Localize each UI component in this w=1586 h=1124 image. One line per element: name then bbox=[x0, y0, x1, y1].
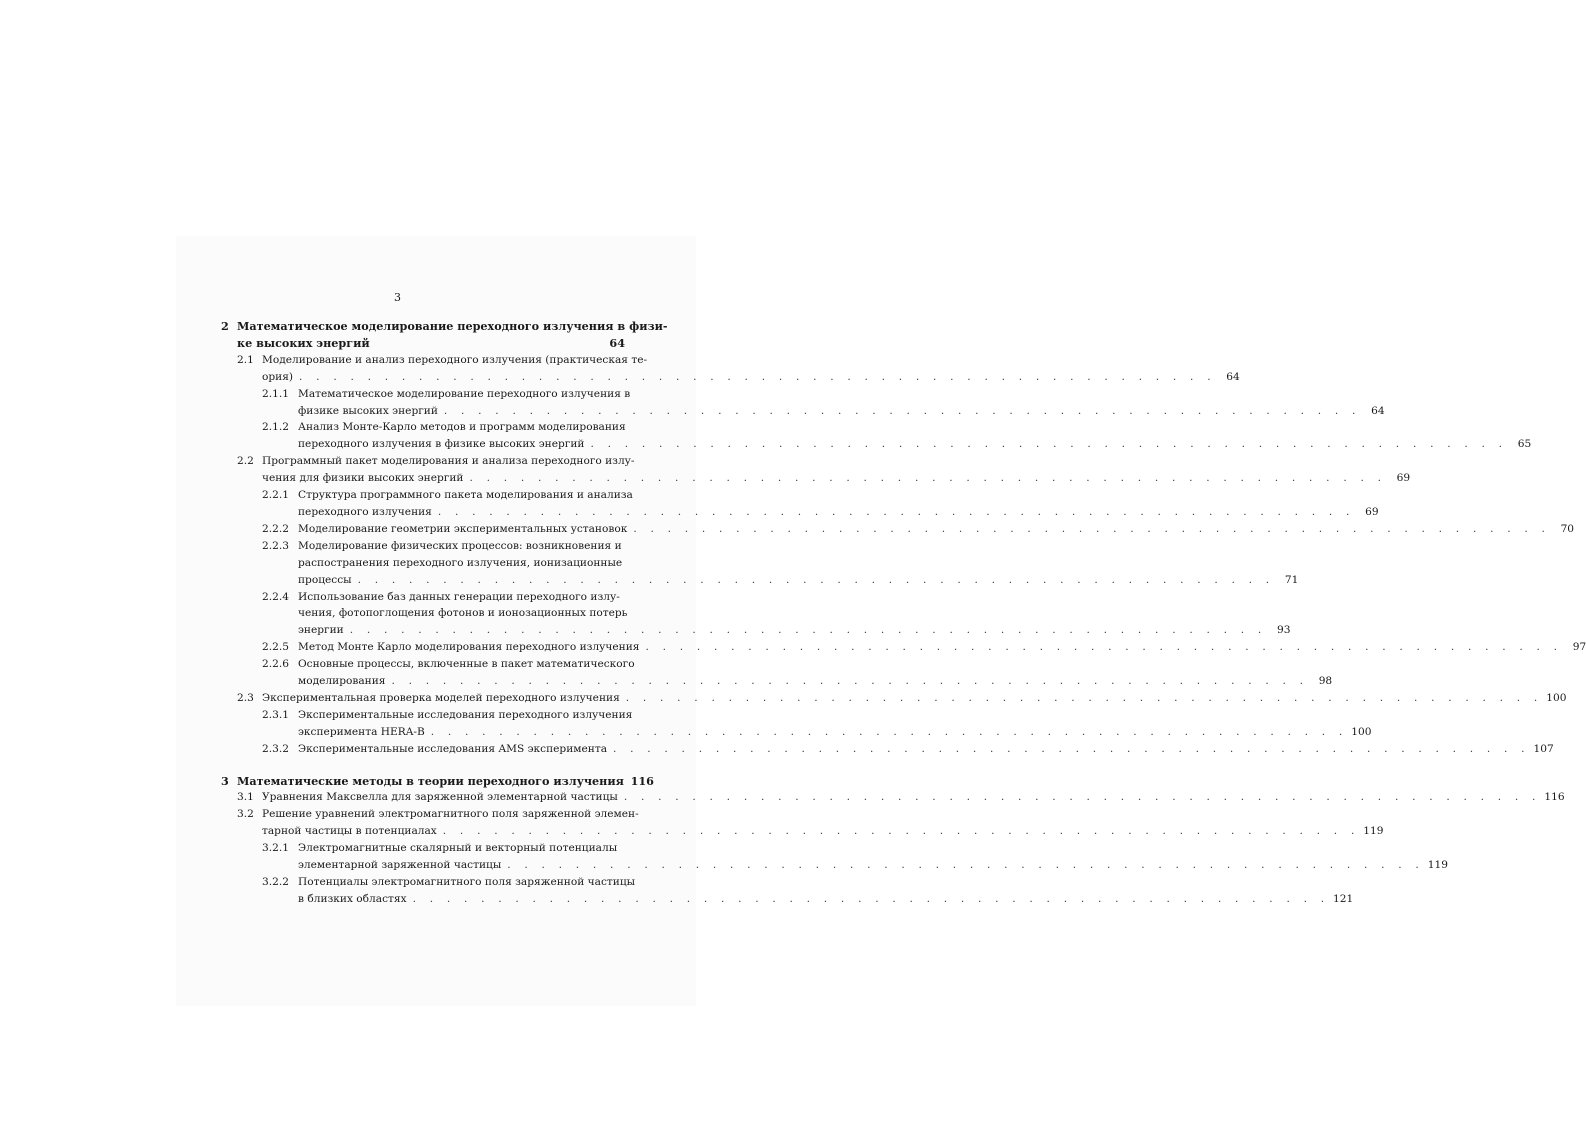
toc-entry-line bbox=[221, 453, 635, 470]
toc-leader-dots bbox=[607, 741, 1530, 758]
toc-entry-line bbox=[221, 369, 1240, 386]
toc-entry-title: Моделирование геометрии экспериментальных установок bbox=[298, 522, 628, 535]
toc-entry-line bbox=[221, 352, 648, 369]
toc-subsection-entry[interactable] bbox=[221, 656, 1333, 690]
toc-entry-title: переходного излучения в физике высоких энергий bbox=[298, 438, 585, 451]
toc-entry-title: переходного излучения bbox=[298, 505, 432, 518]
toc-entry-line bbox=[221, 823, 1384, 840]
toc-leader-dots bbox=[385, 673, 1308, 690]
toc-entry-page: 64 bbox=[1371, 404, 1385, 417]
toc-leader-dots bbox=[344, 622, 1267, 639]
toc-entry-page: 100 bbox=[1351, 725, 1372, 738]
toc-entry-line bbox=[221, 741, 1554, 758]
toc-entry-line bbox=[221, 487, 633, 504]
toc-entry-page: 93 bbox=[1276, 624, 1291, 637]
toc-entry-number: 3.2.2 bbox=[262, 876, 289, 888]
toc-entry-title: Использование баз данных генерации переходного излу- bbox=[298, 590, 620, 603]
toc-entry-line bbox=[221, 605, 628, 622]
toc-entry-number: 2.2 bbox=[237, 455, 254, 468]
toc-entry-title: Моделирование и анализ переходного излучения (практическая те- bbox=[262, 353, 648, 366]
toc-leader-dots bbox=[620, 690, 1543, 707]
toc-entry-line bbox=[221, 773, 654, 790]
toc-leader-dots bbox=[425, 724, 1348, 741]
toc-entry-line bbox=[221, 436, 1532, 453]
toc-chapter-entry[interactable] bbox=[221, 773, 654, 790]
toc-entry-number: 2.3.2 bbox=[262, 742, 289, 755]
toc-entry-page: 121 bbox=[1333, 892, 1354, 905]
toc-leader-dots bbox=[627, 521, 1550, 538]
toc-entry-title: чения для физики высоких энергий bbox=[262, 472, 464, 485]
toc-leader-dots bbox=[437, 823, 1360, 840]
toc-entry-line bbox=[221, 521, 1575, 538]
toc-subsection-entry[interactable] bbox=[221, 639, 1586, 656]
toc-entry-page: 116 bbox=[1544, 791, 1565, 804]
toc-entry-line bbox=[221, 470, 1411, 487]
toc-entry-page: 65 bbox=[1517, 438, 1532, 451]
toc-subsection-entry[interactable] bbox=[221, 589, 1291, 640]
toc-entry-page: 64 bbox=[1226, 370, 1240, 383]
toc-entry-line bbox=[221, 555, 625, 572]
toc-entry-title: Экспериментальная проверка моделей переходного излучения bbox=[262, 691, 620, 704]
toc-entry-page: 69 bbox=[1365, 505, 1379, 518]
toc-entry-title: ке высоких энергий bbox=[237, 335, 370, 350]
toc-entry-title: чения, фотопоглощения фотонов и ионозационных потерь bbox=[298, 607, 628, 620]
toc-entry-line bbox=[221, 538, 625, 555]
toc-subsection-entry[interactable] bbox=[221, 874, 1354, 908]
toc-entry-title: Программный пакет моделирования и анализа переходного излу- bbox=[262, 455, 635, 468]
toc-leader-dots bbox=[639, 639, 1562, 656]
toc-leader-dots bbox=[618, 789, 1541, 806]
toc-entry-line bbox=[221, 840, 625, 857]
toc-entry-page: 119 bbox=[1363, 825, 1384, 838]
toc-entry-number: 2.2.6 bbox=[262, 658, 289, 671]
toc-entry-line bbox=[221, 386, 631, 403]
toc-entry-line bbox=[221, 789, 1565, 806]
toc-leader-dots bbox=[432, 504, 1355, 521]
toc-entry-number: 2.1.2 bbox=[262, 421, 289, 434]
toc-entry-title: Основные процессы, включенные в пакет математического bbox=[298, 658, 635, 671]
toc-entry-line bbox=[221, 403, 1385, 420]
toc-entry-page: 69 bbox=[1396, 472, 1411, 485]
toc-entry-line bbox=[221, 504, 1379, 521]
toc-entry-page: 71 bbox=[1284, 573, 1299, 586]
toc-entry-line bbox=[221, 707, 633, 724]
toc-entry-title: Электромагнитные скалярный и векторный потенциалы bbox=[298, 842, 618, 855]
toc-entry-page: 100 bbox=[1546, 691, 1567, 704]
toc-section-entry[interactable] bbox=[221, 806, 1384, 840]
toc-leader-dots bbox=[407, 891, 1330, 908]
toc-entry-title: Экспериментальные исследования AMS эксперимента bbox=[298, 742, 608, 755]
toc-entry-line bbox=[221, 690, 1567, 707]
toc-entry-line bbox=[221, 874, 636, 891]
toc-entry-line bbox=[221, 589, 625, 606]
table-of-contents bbox=[221, 318, 1586, 908]
toc-entry-number: 3 bbox=[221, 773, 229, 788]
toc-entry-page: 98 bbox=[1318, 675, 1333, 688]
toc-section-entry[interactable] bbox=[221, 352, 1240, 386]
toc-entry-number: 2.2.1 bbox=[262, 489, 289, 502]
toc-entry-title: Моделирование физических процессов: возникновения и bbox=[298, 539, 622, 552]
toc-entry-line bbox=[221, 656, 635, 673]
toc-entry-title: Математическое моделирование переходного излучения в bbox=[298, 387, 631, 400]
toc-entry-number: 2.1 bbox=[237, 353, 254, 366]
page-number: 3 bbox=[394, 291, 401, 304]
toc-entry-title: Структура программного пакета моделирования и анализа bbox=[298, 489, 633, 502]
toc-entry-line bbox=[221, 673, 1333, 690]
toc-entry-page: 119 bbox=[1427, 859, 1448, 872]
toc-section-entry[interactable] bbox=[221, 453, 1411, 487]
toc-entry-title: Метод Монте Карло моделирования переходного излучения bbox=[298, 641, 640, 654]
toc-entry-title: распостранения переходного излучения, ионизационные bbox=[298, 556, 623, 569]
toc-subsection-entry[interactable] bbox=[221, 538, 1299, 589]
toc-entry-title: Математическое моделирование переходного излучения в физи- bbox=[237, 319, 668, 333]
toc-entry-line bbox=[221, 318, 668, 335]
toc-chapter-entry[interactable] bbox=[221, 318, 668, 352]
toc-entry-title: Экспериментальные исследования переходного излучения bbox=[298, 708, 633, 721]
toc-entry-title: моделирования bbox=[298, 675, 386, 688]
toc-entry-page: 97 bbox=[1572, 641, 1586, 654]
toc-entry-number: 3.1 bbox=[237, 791, 254, 804]
toc-entry-page: 116 bbox=[630, 773, 654, 788]
toc-entry-number: 2.3.1 bbox=[262, 708, 289, 721]
toc-leader-dots bbox=[352, 572, 1275, 589]
toc-entry-title: Потенциалы электромагнитного поля заряженной частицы bbox=[298, 876, 636, 888]
toc-entry-page: 107 bbox=[1533, 742, 1554, 755]
toc-entry-number: 2.2.4 bbox=[262, 590, 289, 603]
toc-subsection-entry[interactable] bbox=[221, 487, 1379, 521]
toc-entry-title: энергии bbox=[298, 624, 344, 637]
toc-entry-line bbox=[221, 724, 1372, 741]
toc-leader-dots bbox=[438, 403, 1361, 420]
toc-entry-number: 2.2.3 bbox=[262, 539, 289, 552]
toc-entry-line bbox=[221, 891, 1354, 908]
toc-entry-number: 2 bbox=[221, 319, 229, 333]
toc-subsection-entry[interactable] bbox=[221, 707, 1372, 741]
toc-entry-title: Уравнения Максвелла для заряженной элементарной частицы bbox=[262, 791, 618, 804]
toc-leader-dots bbox=[463, 470, 1386, 487]
toc-entry-title: эксперимента HERA-B bbox=[298, 725, 425, 738]
toc-entry-number: 2.2.2 bbox=[262, 522, 289, 535]
toc-leader-dots bbox=[293, 369, 1216, 386]
toc-entry-line bbox=[221, 622, 1291, 639]
toc-entry-line bbox=[221, 639, 1586, 656]
toc-subsection-entry[interactable] bbox=[221, 521, 1575, 538]
toc-entry-number: 2.1.1 bbox=[262, 387, 289, 400]
toc-section-entry[interactable] bbox=[221, 789, 1565, 806]
toc-entry-title: ория) bbox=[262, 370, 294, 383]
toc-section-entry[interactable] bbox=[221, 690, 1567, 707]
toc-entry-title: Решение уравнений электромагнитного поля заряженной элемен- bbox=[262, 808, 639, 821]
toc-entry-line bbox=[221, 806, 639, 823]
toc-entry-page: 70 bbox=[1560, 522, 1575, 535]
toc-entry-title: Анализ Монте-Карло методов и программ моделирования bbox=[298, 421, 626, 434]
toc-entry-number: 2.3 bbox=[237, 691, 254, 704]
toc-subsection-entry[interactable] bbox=[221, 840, 1448, 874]
toc-entry-title: процессы bbox=[298, 573, 352, 586]
toc-entry-number: 3.2.1 bbox=[262, 842, 289, 855]
toc-subsection-entry[interactable] bbox=[221, 741, 1554, 758]
toc-entry-title: элементарной заряженной частицы bbox=[298, 859, 502, 872]
toc-subsection-entry[interactable] bbox=[221, 419, 1532, 453]
toc-entry-title: Математические методы в теории переходного излучения bbox=[237, 773, 624, 788]
toc-entry-number: 2.2.5 bbox=[262, 641, 289, 654]
toc-entry-line bbox=[221, 857, 1448, 874]
toc-entry-title: тарной частицы в потенциалах bbox=[262, 825, 437, 838]
toc-subsection-entry[interactable] bbox=[221, 386, 1385, 420]
toc-entry-number: 3.2 bbox=[237, 808, 254, 821]
toc-entry-title: в близких областях bbox=[298, 892, 407, 905]
toc-leader-dots bbox=[501, 857, 1424, 874]
toc-entry-line bbox=[221, 335, 625, 352]
toc-entry-title: физике высоких энергий bbox=[298, 404, 438, 417]
toc-entry-line bbox=[221, 572, 1299, 589]
toc-leader-dots bbox=[584, 436, 1507, 453]
toc-entry-line bbox=[221, 419, 625, 436]
toc-entry-page: 64 bbox=[609, 335, 625, 350]
